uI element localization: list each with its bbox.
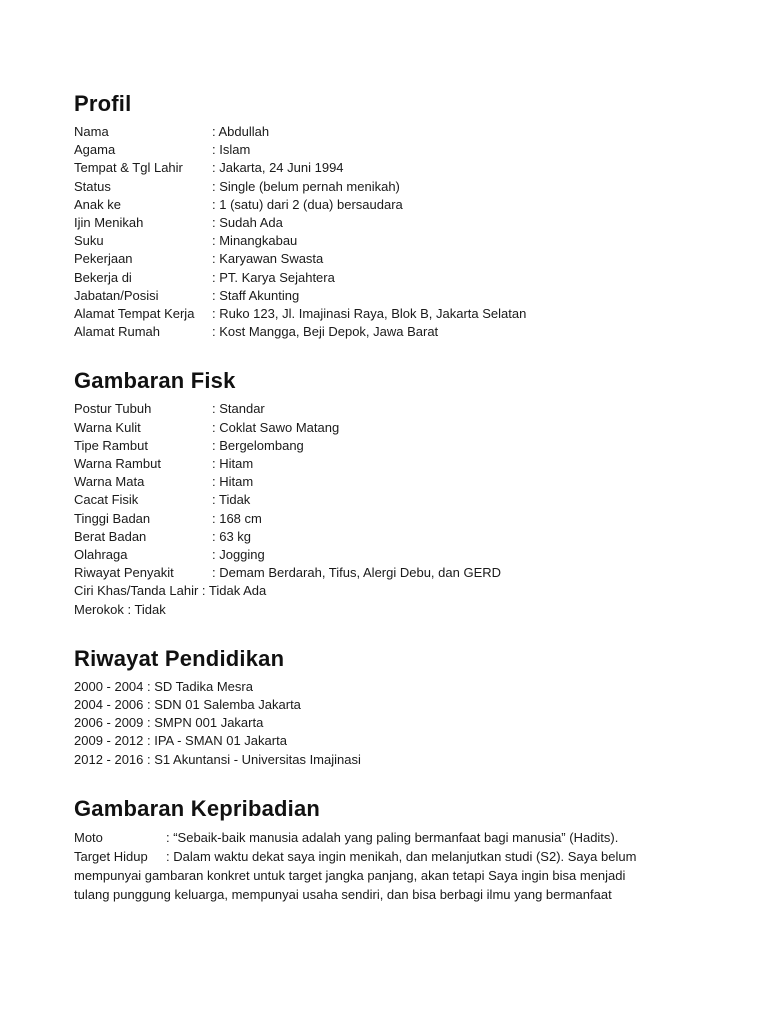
fisik-value: : Hitam <box>212 474 254 490</box>
profil-label: Status <box>74 178 111 194</box>
fisik-value: : Demam Berdarah, Tifus, Alergi Debu, dan GERD <box>212 565 502 581</box>
target-continuation-line: tulang punggung keluarga, mempunyai usaha sendiri, dan bisa berbagi ilmu yang bermanfaat <box>74 886 612 902</box>
profil-row <box>74 159 714 177</box>
profil-row <box>74 141 714 159</box>
profil-value: : 1 (satu) dari 2 (dua) bersaudara <box>212 196 403 212</box>
fisik-row <box>74 546 714 564</box>
fisik-label: Berat Badan <box>74 528 147 544</box>
fisik-value: : Coklat Sawo Matang <box>212 419 340 435</box>
fisik-label: Postur Tubuh <box>74 401 152 417</box>
profil-value: : PT. Karya Sejahtera <box>212 269 335 285</box>
profil-row <box>74 250 714 268</box>
profil-rows <box>74 123 714 341</box>
fisik-ciri-khas-line: Ciri Khas/Tanda Lahir : Tidak Ada <box>74 583 267 599</box>
profil-label: Bekerja di <box>74 269 132 285</box>
kepribadian-heading: Gambaran Kepribadian <box>74 795 321 821</box>
fisik-label: Warna Kulit <box>74 419 141 435</box>
document-page <box>74 90 714 904</box>
target-continuation-line: mempunyai gambaran konkret untuk target jangka panjang, akan tetapi Saya ingin bisa menjadi <box>74 867 626 883</box>
fisik-value: : Standar <box>212 401 265 417</box>
pendidikan-line: 2004 - 2006 : SDN 01 Salemba Jakarta <box>74 697 301 713</box>
fisik-row <box>74 510 714 528</box>
pendidikan-line: 2009 - 2012 : IPA - SMAN 01 Jakarta <box>74 733 287 749</box>
fisik-row <box>74 400 714 418</box>
profil-section <box>74 90 714 341</box>
fisik-label: Warna Mata <box>74 474 145 490</box>
profil-row <box>74 305 714 323</box>
fisik-label: Warna Rambut <box>74 456 161 472</box>
fisik-heading: Gambaran Fisk <box>74 368 236 394</box>
target-line <box>74 847 714 866</box>
profil-value: : Jakarta, 24 Juni 1994 <box>212 160 344 176</box>
profil-value: : Minangkabau <box>212 233 298 249</box>
profil-value: : Single (belum pernah menikah) <box>212 178 400 194</box>
fisik-value: : Jogging <box>212 547 265 563</box>
pendidikan-line: 2012 - 2016 : S1 Akuntansi - Universitas Imajinasi <box>74 751 361 767</box>
fisik-value: : Tidak <box>212 492 251 508</box>
fisik-merokok-line: Merokok : Tidak <box>74 601 166 617</box>
profil-heading: Profil <box>74 91 132 116</box>
profil-row <box>74 269 714 287</box>
fisik-value: : Hitam <box>212 456 254 472</box>
pendidikan-lines <box>74 678 714 769</box>
fisik-label: Riwayat Penyakit <box>74 565 174 581</box>
profil-value: : Sudah Ada <box>212 215 283 231</box>
profil-value: : Karyawan Swasta <box>212 251 324 267</box>
fisik-label: Cacat Fisik <box>74 492 139 508</box>
profil-label: Alamat Rumah <box>74 324 160 340</box>
profil-value: : Staff Akunting <box>212 287 300 303</box>
fisik-value: : 63 kg <box>212 528 252 544</box>
pendidikan-section <box>74 645 714 769</box>
profil-row <box>74 178 714 196</box>
fisik-rows <box>74 400 714 618</box>
profil-label: Jabatan/Posisi <box>74 287 159 303</box>
fisik-row <box>74 564 714 582</box>
moto-value: : “Sebaik-baik manusia adalah yang paling bermanfaat bagi manusia” (Hadits). <box>166 829 619 845</box>
profil-label: Suku <box>74 233 104 249</box>
profil-value: : Islam <box>212 142 251 158</box>
fisik-value: : 168 cm <box>212 510 262 526</box>
fisik-row <box>74 455 714 473</box>
profil-label: Anak ke <box>74 196 121 212</box>
moto-label: Moto <box>74 829 103 845</box>
profil-row <box>74 287 714 305</box>
profil-value: : Abdullah <box>212 124 270 139</box>
profil-row <box>74 196 714 214</box>
kepribadian-body <box>74 828 714 904</box>
fisik-row <box>74 473 714 491</box>
fisik-label: Tipe Rambut <box>74 437 148 453</box>
profil-label: Nama <box>74 124 109 139</box>
fisik-section <box>74 367 714 618</box>
pendidikan-line: 2006 - 2009 : SMPN 001 Jakarta <box>74 715 264 731</box>
profil-value: : Kost Mangga, Beji Depok, Jawa Barat <box>212 324 439 340</box>
target-label: Target Hidup <box>74 848 148 864</box>
profil-label: Pekerjaan <box>74 251 133 267</box>
profil-label: Agama <box>74 142 116 158</box>
profil-row <box>74 123 714 141</box>
kepribadian-section <box>74 795 714 904</box>
pendidikan-line: 2000 - 2004 : SD Tadika Mesra <box>74 678 253 694</box>
fisik-row <box>74 491 714 509</box>
moto-line <box>74 828 714 847</box>
profil-row <box>74 323 714 341</box>
profil-row <box>74 214 714 232</box>
profil-label: Alamat Tempat Kerja <box>74 306 195 322</box>
profil-label: Ijin Menikah <box>74 215 144 231</box>
fisik-label: Olahraga <box>74 547 128 563</box>
fisik-label: Tinggi Badan <box>74 510 151 526</box>
pendidikan-heading: Riwayat Pendidikan <box>74 645 285 671</box>
target-value: : Dalam waktu dekat saya ingin menikah, dan melanjutkan studi (S2). Saya belum <box>166 848 637 864</box>
fisik-row <box>74 437 714 455</box>
profil-label: Tempat & Tgl Lahir <box>74 160 183 176</box>
fisik-row <box>74 419 714 437</box>
fisik-row <box>74 528 714 546</box>
profil-value: : Ruko 123, Jl. Imajinasi Raya, Blok B, Jakarta Selatan <box>212 306 527 322</box>
fisik-value: : Bergelombang <box>212 437 304 453</box>
profil-row <box>74 232 714 250</box>
